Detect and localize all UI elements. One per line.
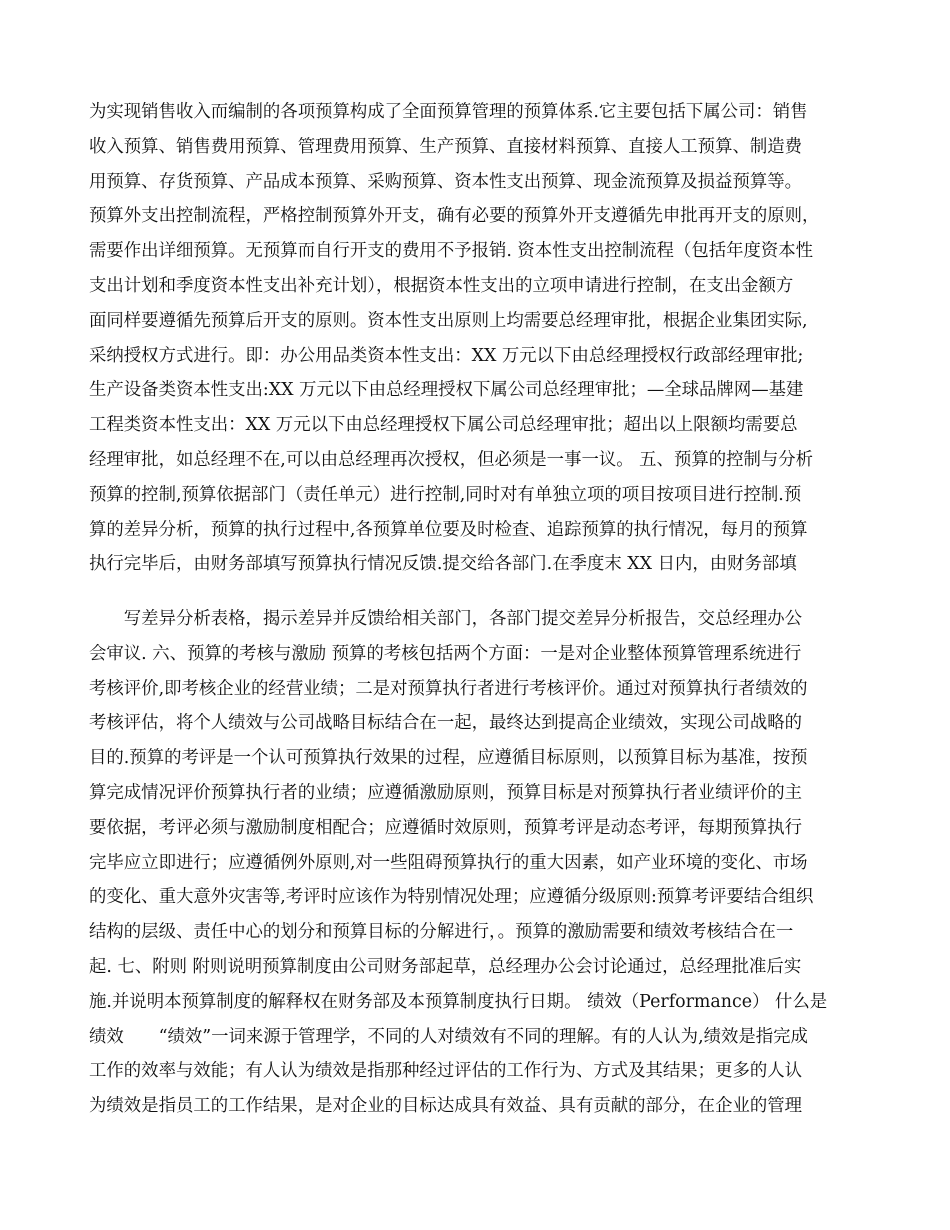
text-line: 工程类资本性支出：XX 万元以下由总经理授权下属公司总经理审批；超出以上限额均需要总 <box>89 415 798 436</box>
text-line: 需要作出详细预算。无预算而自行开支的费用不予报销. 资本性支出控制流程（包括年度资本性 <box>89 241 814 262</box>
text-line: 结构的层级、责任中心的划分和预算目标的分解进行，。预算的激励需要和绩效考核结合在一 <box>89 922 794 943</box>
text-line: 起. 七、附则 附则说明预算制度由公司财务部起草，总经理办公会讨论通过，总经理批准后实 <box>89 956 802 977</box>
text-line: 施.并说明本预算制度的解释权在财务部及本预算制度执行日期。 绩效（Performance） 什么是 <box>89 991 828 1012</box>
text-line: 用预算、存货预算、产品成本预算、采购预算、资本性支出预算、现金流预算及损益预算等。 <box>89 171 803 192</box>
paragraph-budget-assessment <box>89 602 867 1124</box>
text-line: 完毕应立即进行；应遵循例外原则,对一些阻碍预算执行的重大因素，如产业环境的变化、市场 <box>89 852 808 873</box>
text-line: 考核评估，将个人绩效与公司战略目标结合在一起，最终达到提高企业绩效，实现公司战略的 <box>89 713 803 734</box>
text-line: 支出计划和季度资本性支出补充计划），根据资本性支出的立项申请进行控制，在支出金额方 <box>89 275 794 296</box>
text-line: 为绩效是指员工的工作结果，是对企业的目标达成具有效益、具有贡献的部分，在企业的管理 <box>89 1096 803 1117</box>
text-line: 考核评价,即考核企业的经营业绩；二是对预算执行者进行考核评价。通过对预算执行者绩效的 <box>89 678 808 699</box>
text-line: 算完成情况评价预算执行者的业绩；应遵循激励原则，预算目标是对预算执行者业绩评价的主 <box>89 782 803 803</box>
text-line: 目的.预算的考评是一个认可预算执行效果的过程，应遵循目标原则，以预算目标为基准，按预 <box>89 748 808 769</box>
paragraph-budget-control <box>89 95 867 582</box>
text-line: 生产设备类资本性支出:XX 万元以下由总经理授权下属公司总经理审批；—全球品牌网—基建 <box>89 380 804 401</box>
text-line: 预算的控制,预算依据部门（责任单元）进行控制,同时对有单独立项的项目按项目进行控制.预 <box>89 484 802 505</box>
text-line: 写差异分析表格，揭示差异并反馈给相关部门，各部门提交差异分析报告，交总经理办公 <box>89 609 803 629</box>
text-line: 绩效 “绩效”一词来源于管理学，不同的人对绩效有不同的理解。有的人认为,绩效是指完成 <box>89 1026 808 1047</box>
text-line: 收入预算、销售费用预算、管理费用预算、生产预算、直接材料预算、直接人工预算、制造费 <box>89 136 803 157</box>
text-line: 执行完毕后，由财务部填写预算执行情况反馈.提交给各部门.在季度末 XX 日内，由财务部填 <box>89 554 797 575</box>
text-line: 要依据，考评必须与激励制度相配合；应遵循时效原则，预算考评是动态考评，每期预算执行 <box>89 817 803 838</box>
text-line: 工作的效率与效能；有人认为绩效是指那种经过评估的工作行为、方式及其结果；更多的人认 <box>89 1061 803 1082</box>
text-line: 为实现销售收入而编制的各项预算构成了全面预算管理的预算体系.它主要包括下属公司：销售 <box>89 102 808 122</box>
text-line: 面同样要遵循先预算后开支的原则。资本性支出原则上均需要总经理审批，根据企业集团实际, <box>89 310 808 331</box>
text-line: 经理审批，如总经理不在,可以由总经理再次授权，但必须是一事一议。 五、预算的控制与分析 <box>89 449 814 470</box>
text-line: 预算外支出控制流程，严格控制预算外开支，确有必要的预算外开支遵循先申批再开支的原则， <box>89 206 820 227</box>
text-line: 会审议. 六、预算的考核与激励 预算的考核包括两个方面：一是对企业整体预算管理系统进行 <box>89 643 802 664</box>
text-line: 采纳授权方式进行。即：办公用品类资本性支出：XX 万元以下由总经理授权行政部经理审批; <box>89 345 804 366</box>
text-line: 的变化、重大意外灾害等,考评时应该作为特别情况处理；应遵循分级原则:预算考评要结合组织 <box>89 887 814 908</box>
text-line: 算的差异分析，预算的执行过程中,各预算单位要及时检查、追踪预算的执行情况，每月的预算 <box>89 519 808 540</box>
